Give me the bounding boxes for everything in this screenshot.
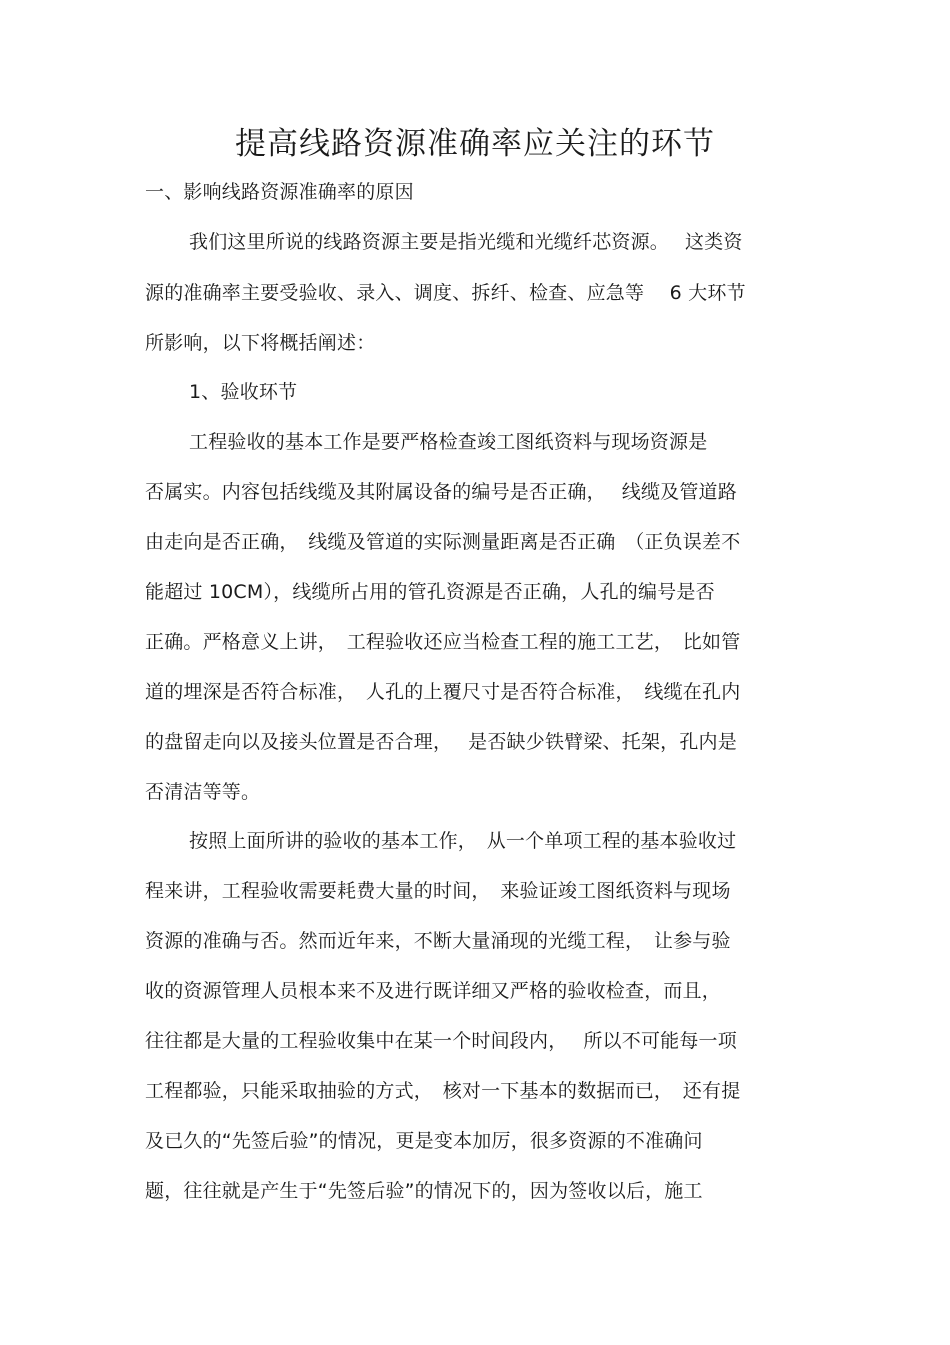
paragraph-line: 按照上面所讲的验收的基本工作， 从一个单项工程的基本验收过 — [189, 830, 737, 852]
paragraph-line: 源的准确率主要受验收、录入、调度、拆纤、检查、应急等 6 大环节 — [145, 282, 746, 304]
document-title: 提高线路资源准确率应关注的环节 — [235, 126, 715, 162]
paragraph-line: 道的埋深是否符合标准， 人孔的上覆尺寸是否符合标准， 线缆在孔内 — [145, 681, 741, 703]
paragraph-line: 工程验收的基本工作是要严格检查竣工图纸资料与现场资源是 — [189, 431, 708, 453]
subheading: 1、验收环节 — [189, 381, 298, 403]
paragraph-line: 否清洁等等。 — [145, 781, 261, 803]
paragraph-line: 资源的准确与否。然而近年来，不断大量涌现的光缆工程， 让参与验 — [145, 930, 731, 952]
paragraph-line: 的盘留走向以及接头位置是否合理， 是否缺少铁臂梁、托架，孔内是 — [145, 731, 737, 753]
paragraph-line: 及已久的“先签后验”的情况，更是变本加厉，很多资源的不准确问 — [145, 1130, 703, 1152]
paragraph-line: 正确。严格意义上讲， 工程验收还应当检查工程的施工工艺， 比如管 — [145, 631, 741, 653]
paragraph-line: 所影响，以下将概括阐述： — [145, 332, 376, 354]
paragraph-line: 能超过 10CM），线缆所占用的管孔资源是否正确，人孔的编号是否 — [145, 581, 715, 603]
paragraph-line: 程来讲，工程验收需要耗费大量的时间， 来验证竣工图纸资料与现场 — [145, 880, 731, 902]
paragraph-line: 题，往往就是产生于“先签后验”的情况下的，因为签收以后，施工 — [145, 1180, 703, 1202]
paragraph-line: 工程都验，只能采取抽验的方式， 核对一下基本的数据而已， 还有提 — [145, 1080, 741, 1102]
paragraph-line: 收的资源管理人员根本来不及进行既详细又严格的验收检查，而且， — [145, 980, 722, 1002]
paragraph-line: 往往都是大量的工程验收集中在某一个时间段内， 所以不可能每一项 — [145, 1030, 737, 1052]
section-heading: 一、影响线路资源准确率的原因 — [145, 181, 414, 203]
paragraph-line: 否属实。内容包括线缆及其附属设备的编号是否正确， 线缆及管道路 — [145, 481, 737, 503]
paragraph-line: 由走向是否正确， 线缆及管道的实际测量距离是否正确 （正负误差不 — [145, 531, 741, 553]
paragraph-line: 我们这里所说的线路资源主要是指光缆和光缆纤芯资源。 这类资 — [189, 231, 743, 253]
